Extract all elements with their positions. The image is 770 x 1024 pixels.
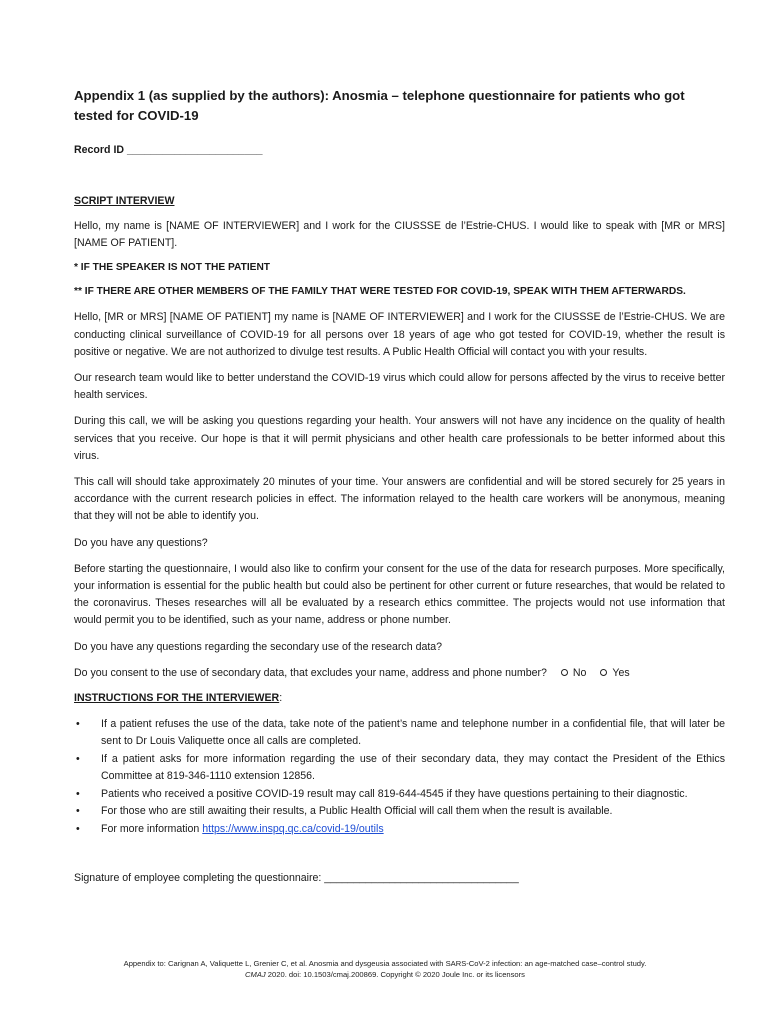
- instruction-text: For those who are still awaiting their results, a Public Health Official will call them when the result is available.: [101, 805, 613, 818]
- option-no-label: No: [572, 666, 587, 679]
- paragraph-secondary-use: Do you have any questions regarding the secondary use of the research data?: [74, 640, 443, 653]
- bullet-icon: •: [76, 787, 80, 800]
- inspq-link[interactable]: https://www.inspq.qc.ca/covid-19/outils: [202, 823, 384, 836]
- radio-yes-icon[interactable]: [600, 669, 607, 676]
- instruction-text: If a patient asks for more information regarding the use of their secondary data, they may contact the President of the Ethics Committee at 819-346-1110 extension 12856.: [101, 752, 725, 782]
- document-page: [74, 86, 725, 885]
- footer-line2: [40, 969, 730, 980]
- instructions-heading-colon: :: [279, 691, 283, 704]
- instructions-heading-text: INSTRUCTIONS FOR THE INTERVIEWER: [74, 691, 280, 704]
- instructions-list: [74, 716, 725, 838]
- instruction-text: Patients who received a positive COVID-19 result may call 819-644-4545 if they have questions pertaining to their diagnostic.: [101, 787, 688, 800]
- consent-question-row: [74, 665, 725, 682]
- list-item: [74, 821, 725, 838]
- page-footer: [40, 958, 730, 980]
- bullet-icon: •: [76, 805, 80, 818]
- list-item: [74, 751, 725, 785]
- paragraph-greeting: Hello, [MR or MRS] [NAME OF PATIENT] my name is [NAME OF INTERVIEWER] and I work for the CIUSSSE de l’Estrie-CHUS. We are conducting clinical surveillance of COVID-19 for all persons over 18 years of age who got tested for COVID-19, whether the result is positive or negative. We are not authorized to divulge test results. A Public Health Official will contact you with your results.: [74, 311, 725, 358]
- instructions-heading: [74, 691, 725, 705]
- bullet-icon: •: [76, 752, 80, 765]
- note-speaker-not-patient: * IF THE SPEAKER IS NOT THE PATIENT: [74, 262, 271, 274]
- more-info-text: For more information: [101, 823, 203, 836]
- list-item: [74, 716, 725, 750]
- footer-citation: Appendix to: Carignan A, Valiquette L, Grenier C, et al. Anosmia and dysgeusia associated with SARS-CoV-2 infection: an age-matched case–control study.: [123, 959, 647, 968]
- option-yes-label: Yes: [612, 666, 630, 679]
- paragraph-consent-intro: Before starting the questionnaire, I would also like to confirm your consent for the use of the data for research purposes. More specifically, your information is essential for the public health but could also be pertinent for other current or future researches, that would be related to the coronavirus. Theses researches will all be evaluated by a research ethics committee. The projects would not use information that would permit you to be identified, such as your name, address or phone number.: [74, 562, 725, 627]
- record-id-field: Record ID _______________________: [74, 144, 263, 156]
- document-title: Appendix 1 (as supplied by the authors): Anosmia – telephone questionnaire for patients who got tested for COVID-19: [74, 88, 685, 123]
- paragraph-during-call: During this call, we will be asking you questions regarding your health. Your answers will not have any incidence on the quality of health services that you receive. Our hope is that it will permit physicians and other health care professionals to be better informed about this virus.: [74, 415, 725, 462]
- consent-question: Do you consent to the use of secondary data, that excludes your name, address and phone number?: [74, 666, 547, 679]
- list-item: [74, 786, 725, 803]
- consent-option-yes[interactable]: [600, 667, 629, 679]
- note-family-members: ** IF THERE ARE OTHER MEMBERS OF THE FAMILY THAT WERE TESTED FOR COVID-19, SPEAK WITH THEM AFTERWARDS.: [74, 286, 686, 298]
- consent-option-no[interactable]: [561, 667, 587, 679]
- radio-no-icon[interactable]: [561, 669, 568, 676]
- intro-paragraph: Hello, my name is [NAME OF INTERVIEWER] and I work for the CIUSSSE de l’Estrie-CHUS. I would like to speak with [MR or MRS] [NAME OF PATIENT].: [74, 220, 725, 250]
- script-interview-heading: SCRIPT INTERVIEW: [74, 195, 175, 207]
- paragraph-research-team: Our research team would like to better understand the COVID-19 virus which could allow for persons affected by the virus to receive better health services.: [74, 372, 725, 402]
- footer-doi: 2020. doi: 10.1503/cmaj.200869. Copyright © 2020 Joule Inc. or its licensors: [265, 970, 525, 979]
- footer-journal: CMAJ: [245, 970, 266, 979]
- bullet-icon: •: [76, 717, 80, 730]
- instruction-text: If a patient refuses the use of the data, take note of the patient’s name and telephone number in a confidential file, that will later be sent to Dr Louis Valiquette once all calls are completed.: [101, 717, 725, 748]
- list-item: [74, 803, 725, 820]
- paragraph-questions: Do you have any questions?: [74, 536, 208, 549]
- signature-line: Signature of employee completing the questionnaire: _________________________________: [74, 872, 519, 885]
- paragraph-duration: This call will should take approximately 20 minutes of your time. Your answers are confidential and will be stored securely for 25 years in accordance with the current research policies in effect. The information relayed to the health care workers will be anonymous, meaning that they will not be able to identify you.: [74, 476, 725, 523]
- bullet-icon: •: [76, 823, 80, 836]
